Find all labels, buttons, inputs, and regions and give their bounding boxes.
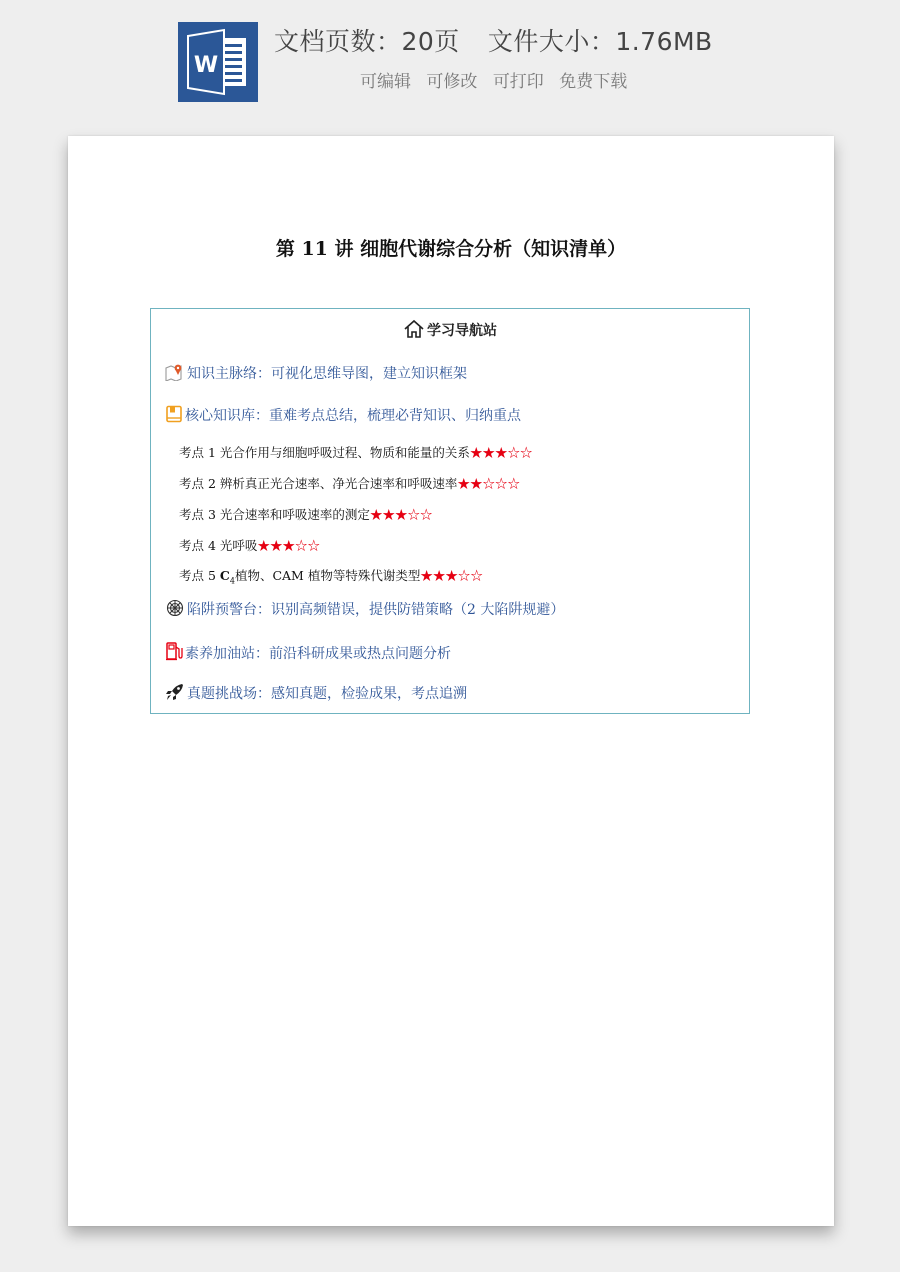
exam-point-text: 辨析真正光合速率、净光合速率和呼吸速率: [219, 476, 458, 491]
document-permissions: [360, 67, 637, 92]
exam-point-label: 考点 4: [179, 538, 216, 553]
section-core-knowledge: 核心知识库：重难考点总结，梳理必背知识、归纳重点: [165, 405, 521, 427]
svg-text:W: W: [193, 53, 219, 78]
perm-printable: 可打印: [492, 72, 544, 92]
perm-free-download: 免费下载: [559, 72, 628, 92]
star-rating: ★★★☆☆: [469, 445, 533, 460]
word-document-icon: [178, 22, 258, 102]
section-exam-name: 真题挑战场: [187, 686, 257, 702]
fuel-pump-icon: [165, 641, 183, 665]
exam-point-text: 光呼吸: [219, 538, 258, 553]
section-map-desc: 可视化思维导图，建立知识框架: [271, 366, 467, 382]
section-exam-desc: 感知真题，检验成果，考点追溯: [271, 686, 467, 702]
exam-point-5: [179, 566, 483, 586]
exam-point-text-rest: 植物、CAM 植物等特殊代谢类型: [234, 568, 421, 583]
section-map-name: 知识主脉络: [187, 366, 257, 382]
star-rating: ★★★☆☆: [420, 568, 483, 583]
exam-point-label: 考点 2: [179, 476, 216, 491]
exam-point-label: 考点 5: [179, 568, 216, 583]
exam-point-text: [219, 568, 421, 586]
page-count: 文档页数：20页: [274, 27, 460, 56]
c4-letter: C: [219, 568, 230, 583]
exam-point-2: [179, 474, 520, 492]
file-size: 文件大小：1.76MB: [487, 27, 713, 56]
section-trap-name: 陷阱预警台: [187, 602, 257, 618]
perm-modifiable: 可修改: [426, 72, 478, 92]
document-page: [68, 136, 834, 1226]
rocket-icon: [165, 683, 185, 705]
section-core-name: 核心知识库: [185, 408, 255, 424]
exam-point-text: 光合作用与细胞呼吸过程、物质和能量的关系: [219, 445, 470, 460]
section-fuel-desc: 前沿科研成果或热点问题分析: [269, 646, 451, 662]
study-navigation-box: [150, 308, 750, 714]
page-title: 第 11 讲 细胞代谢综合分析（知识清单）: [275, 238, 627, 260]
c4-subscript: 4: [229, 576, 235, 586]
section-trap-desc: 识别高频错误，提供防错策略（2 大陷阱规避）: [271, 602, 565, 618]
spider-web-icon: [165, 599, 185, 621]
document-meta: [274, 22, 713, 58]
section-core-desc: 重难考点总结，梳理必背知识、归纳重点: [269, 408, 521, 424]
map-pin-icon: [165, 363, 185, 385]
star-rating: ★★★☆☆: [369, 507, 433, 522]
section-exam-challenge: 真题挑战场：感知真题，检验成果，考点追溯: [165, 683, 467, 705]
star-rating: ★★☆☆☆: [457, 476, 520, 491]
exam-point-4: [179, 536, 320, 554]
home-icon: [403, 319, 425, 339]
exam-point-3: [179, 505, 432, 523]
section-literacy-boost: 素养加油站：前沿科研成果或热点问题分析: [165, 641, 451, 665]
exam-point-1: [179, 443, 532, 461]
book-icon: [165, 405, 183, 427]
download-header: [0, 0, 900, 110]
star-rating: ★★★☆☆: [257, 538, 320, 553]
section-knowledge-map: 知识主脉络：可视化思维导图，建立知识框架: [165, 363, 467, 385]
perm-editable: 可编辑: [360, 72, 411, 92]
section-fuel-name: 素养加油站: [185, 646, 255, 662]
exam-point-label: 考点 1: [179, 445, 216, 460]
nav-title: [151, 319, 749, 340]
nav-title-text: 学习导航站: [427, 323, 497, 339]
section-trap-warning: 陷阱预警台：识别高频错误，提供防错策略（2 大陷阱规避）: [165, 599, 564, 621]
exam-point-label: 考点 3: [179, 507, 216, 522]
exam-point-text: 光合速率和呼吸速率的测定: [219, 507, 370, 522]
